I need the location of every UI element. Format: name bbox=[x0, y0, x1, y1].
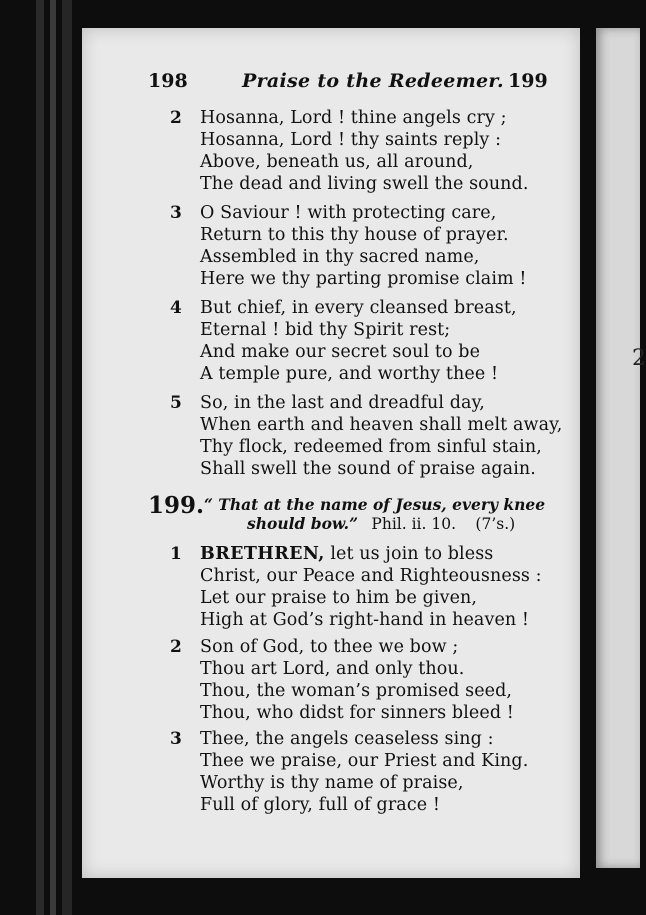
binding-strip bbox=[50, 0, 56, 915]
verse-number: 1 bbox=[170, 544, 182, 564]
verse-line: Full of glory, full of grace ! bbox=[200, 795, 440, 815]
verse-line: Let our praise to him be given, bbox=[200, 588, 478, 608]
verse-line: Thee we praise, our Priest and King. bbox=[200, 751, 529, 771]
page-header bbox=[82, 70, 580, 100]
verse-number: 2 bbox=[170, 637, 182, 657]
running-title: Praise to the Redeemer. bbox=[242, 70, 504, 92]
verse-line: Assembled in thy sacred name, bbox=[200, 247, 480, 267]
verse-number: 3 bbox=[170, 729, 182, 749]
verse-line: Christ, our Peace and Righteousness : bbox=[200, 566, 542, 586]
verse-line bbox=[200, 544, 493, 564]
verse-line: When earth and heaven shall melt away, bbox=[200, 415, 563, 435]
verse-line: But chief, in every cleansed breast, bbox=[200, 298, 517, 318]
hymn-number: 199. bbox=[148, 492, 205, 519]
verse-line-rest: let us join to bless bbox=[324, 544, 494, 564]
verse-line: Hosanna, Lord ! thy saints reply : bbox=[200, 130, 502, 150]
binding-strip bbox=[36, 0, 44, 915]
verse-line: Return to this thy house of prayer. bbox=[200, 225, 509, 245]
left-page-number: 198 bbox=[148, 70, 188, 92]
adjacent-page-edge bbox=[596, 28, 646, 868]
hymn-epigraph-line: should bow.” bbox=[247, 514, 358, 533]
verse-line: O Saviour ! with protecting care, bbox=[200, 203, 497, 223]
verse-number: 3 bbox=[170, 203, 182, 223]
verse-line: Thou, who didst for sinners bleed ! bbox=[200, 703, 514, 723]
verse-first-word: BRETHREN, bbox=[200, 544, 325, 564]
adjacent-page-fragment: 2 bbox=[632, 346, 646, 371]
verse-line: Thee, the angels ceaseless sing : bbox=[200, 729, 494, 749]
verse-number: 2 bbox=[170, 108, 182, 128]
verse-line: Here we thy parting promise claim ! bbox=[200, 269, 527, 289]
verse-number: 4 bbox=[170, 298, 182, 318]
verse-line: Above, beneath us, all around, bbox=[200, 152, 474, 172]
verse-line: So, in the last and dreadful day, bbox=[200, 393, 485, 413]
verse-line: High at God’s right-hand in heaven ! bbox=[200, 610, 530, 630]
verse-line: And make our secret soul to be bbox=[200, 342, 481, 362]
book-page bbox=[82, 28, 580, 878]
verse-line: The dead and living swell the sound. bbox=[200, 174, 529, 194]
verse-line: Worthy is thy name of praise, bbox=[200, 773, 464, 793]
verse-line: Thou, the woman’s promised seed, bbox=[200, 681, 513, 701]
hymn-epigraph-line: “ That at the name of Jesus, every knee bbox=[204, 495, 546, 514]
verse-line: Thou art Lord, and only thou. bbox=[200, 659, 465, 679]
verse-number: 5 bbox=[170, 393, 182, 413]
verse-line: A temple pure, and worthy thee ! bbox=[200, 364, 499, 384]
verse-line: Eternal ! bid thy Spirit rest; bbox=[200, 320, 451, 340]
hymn-meter: (7’s.) bbox=[475, 515, 516, 533]
scripture-reference: Phil. ii. 10. bbox=[371, 515, 457, 533]
verse-line: Thy flock, redeemed from sinful stain, bbox=[200, 437, 542, 457]
right-page-number: 199 bbox=[508, 70, 548, 92]
verse-line: Shall swell the sound of praise again. bbox=[200, 459, 536, 479]
verse-line: Son of God, to thee we bow ; bbox=[200, 637, 459, 657]
verse-line: Hosanna, Lord ! thine angels cry ; bbox=[200, 108, 507, 128]
binding-strip bbox=[62, 0, 72, 915]
